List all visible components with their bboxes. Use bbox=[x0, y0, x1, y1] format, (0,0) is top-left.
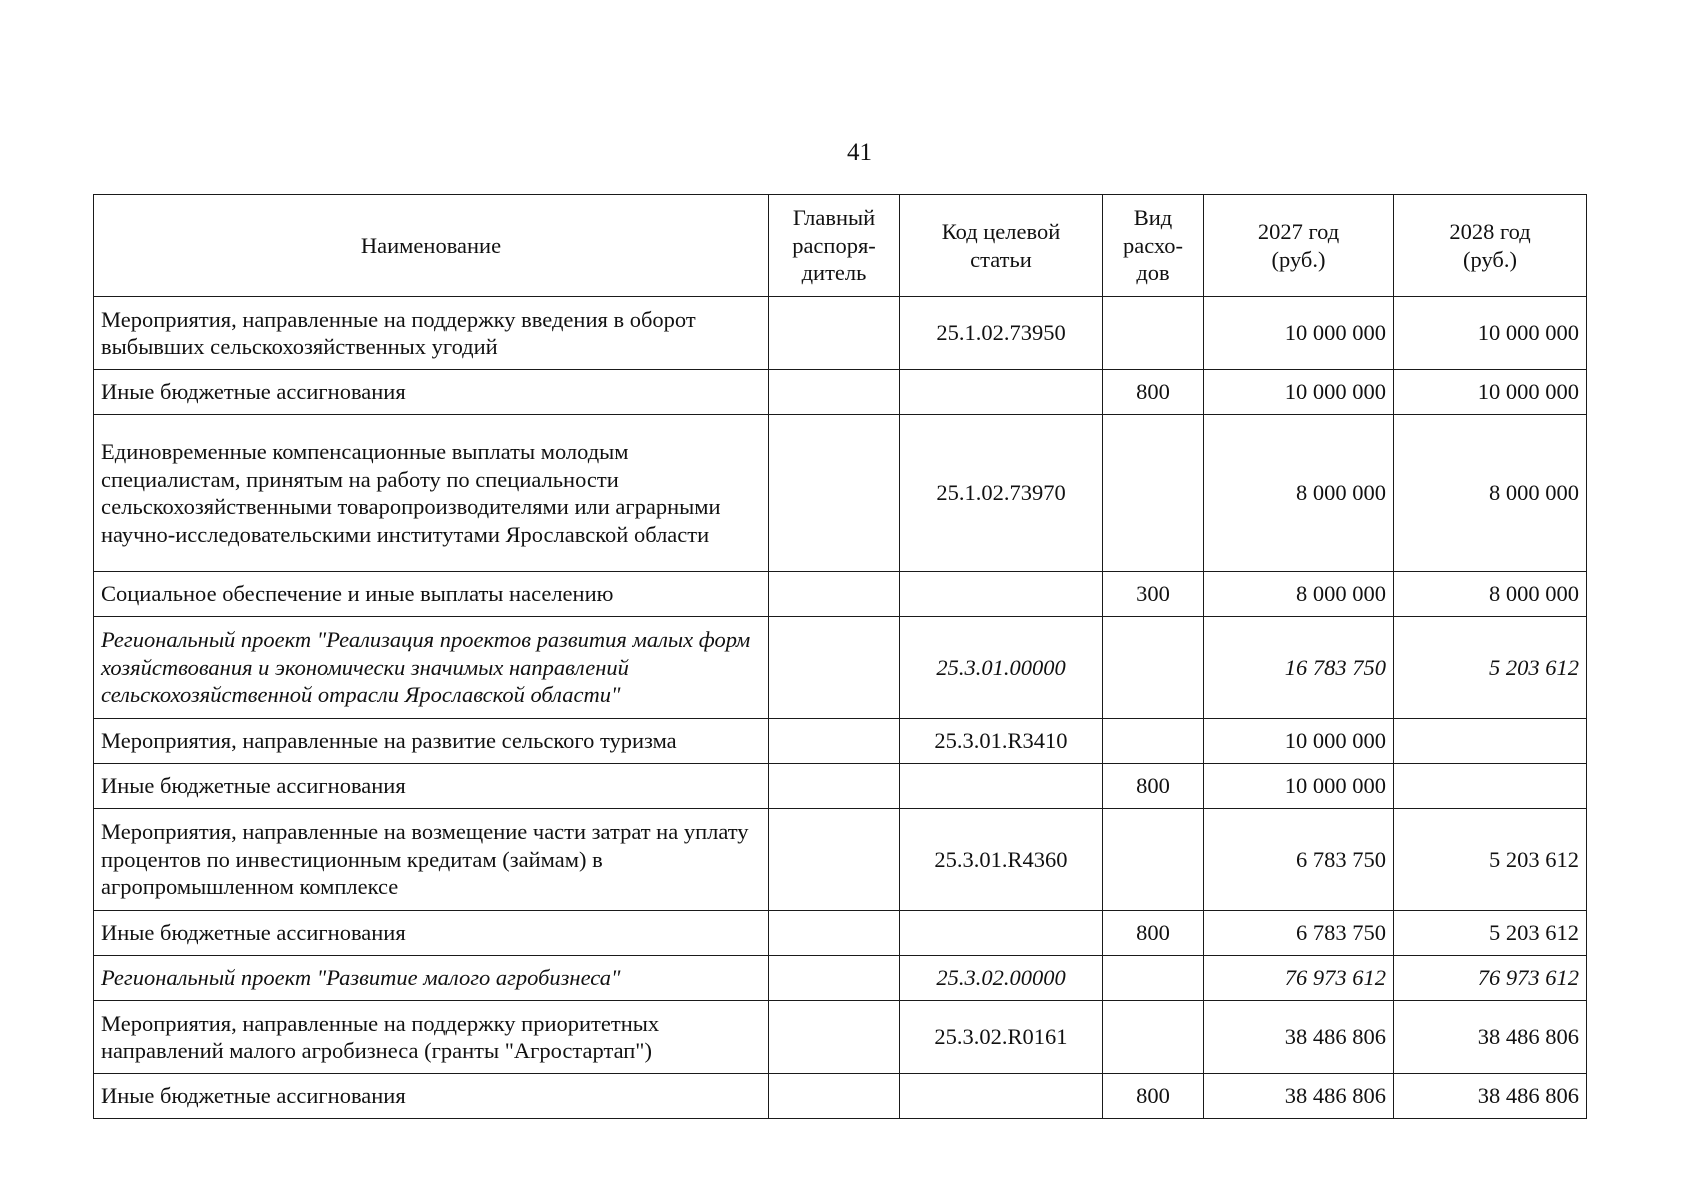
cell-code bbox=[900, 572, 1103, 617]
cell-type: 800 bbox=[1103, 370, 1204, 415]
cell-type bbox=[1103, 1001, 1204, 1074]
header-2028-line: (руб.) bbox=[1463, 246, 1517, 272]
cell-admin bbox=[769, 956, 900, 1001]
header-admin-line: Главный bbox=[792, 205, 876, 231]
cell-type bbox=[1103, 297, 1204, 370]
header-code bbox=[900, 195, 1103, 297]
cell-type: 300 bbox=[1103, 572, 1204, 617]
table-row bbox=[94, 764, 1587, 809]
table-row bbox=[94, 1074, 1587, 1119]
cell-2028: 38 486 806 bbox=[1394, 1001, 1587, 1074]
cell-name: Региональный проект "Реализация проектов развития малых форм хозяйствования и экономически значимых направлений сельскохозяйственной отрасли Ярославской области" bbox=[94, 617, 769, 719]
cell-2028 bbox=[1394, 764, 1587, 809]
cell-2028: 38 486 806 bbox=[1394, 1074, 1587, 1119]
header-type-line: расхо- bbox=[1122, 232, 1184, 258]
page-number: 41 bbox=[847, 139, 872, 166]
cell-name: Иные бюджетные ассигнования bbox=[94, 1074, 769, 1119]
cell-admin bbox=[769, 415, 900, 572]
cell-code: 25.3.02.00000 bbox=[900, 956, 1103, 1001]
header-2028 bbox=[1394, 195, 1587, 297]
cell-name: Мероприятия, направленные на поддержку приоритетных направлений малого агробизнеса (гранты "Агростартап") bbox=[94, 1001, 769, 1074]
header-row bbox=[94, 195, 1587, 297]
cell-type bbox=[1103, 956, 1204, 1001]
cell-admin bbox=[769, 370, 900, 415]
cell-code bbox=[900, 911, 1103, 956]
cell-2028: 5 203 612 bbox=[1394, 911, 1587, 956]
cell-2028: 10 000 000 bbox=[1394, 297, 1587, 370]
table-row bbox=[94, 415, 1587, 572]
table-row bbox=[94, 370, 1587, 415]
cell-code: 25.3.01.00000 bbox=[900, 617, 1103, 719]
cell-2027: 10 000 000 bbox=[1204, 719, 1394, 764]
cell-2027: 10 000 000 bbox=[1204, 370, 1394, 415]
header-code-line: Код целевой bbox=[941, 219, 1061, 244]
cell-type bbox=[1103, 809, 1204, 911]
cell-2027: 76 973 612 bbox=[1204, 956, 1394, 1001]
cell-2027: 16 783 750 bbox=[1204, 617, 1394, 719]
cell-name: Мероприятия, направленные на развитие сельского туризма bbox=[94, 719, 769, 764]
cell-type bbox=[1103, 617, 1204, 719]
cell-admin bbox=[769, 572, 900, 617]
table-header bbox=[94, 195, 1587, 297]
cell-name: Мероприятия, направленные на поддержку введения в оборот выбывших сельскохозяйственных угодий bbox=[94, 297, 769, 370]
cell-2028 bbox=[1394, 719, 1587, 764]
header-type-line: Вид bbox=[1133, 205, 1173, 231]
cell-admin bbox=[769, 1074, 900, 1119]
cell-admin bbox=[769, 617, 900, 719]
cell-name: Региональный проект "Развитие малого агробизнеса" bbox=[94, 956, 769, 1001]
cell-2027: 38 486 806 bbox=[1204, 1001, 1394, 1074]
cell-admin bbox=[769, 297, 900, 370]
table-row bbox=[94, 572, 1587, 617]
cell-2027: 6 783 750 bbox=[1204, 911, 1394, 956]
cell-2028: 5 203 612 bbox=[1394, 617, 1587, 719]
cell-2027: 6 783 750 bbox=[1204, 809, 1394, 911]
header-type bbox=[1103, 195, 1204, 297]
cell-code bbox=[900, 1074, 1103, 1119]
cell-2028: 8 000 000 bbox=[1394, 415, 1587, 572]
cell-2027: 10 000 000 bbox=[1204, 764, 1394, 809]
cell-code: 25.3.01.R4360 bbox=[900, 809, 1103, 911]
cell-2028: 5 203 612 bbox=[1394, 809, 1587, 911]
cell-type: 800 bbox=[1103, 1074, 1204, 1119]
cell-admin bbox=[769, 1001, 900, 1074]
header-admin-line: дитель bbox=[801, 260, 867, 286]
cell-2028: 76 973 612 bbox=[1394, 956, 1587, 1001]
header-2027-line: 2027 год bbox=[1257, 219, 1340, 244]
cell-code bbox=[900, 764, 1103, 809]
header-type-line: дов bbox=[1136, 260, 1170, 286]
cell-admin bbox=[769, 764, 900, 809]
cell-name: Иные бюджетные ассигнования bbox=[94, 764, 769, 809]
cell-2028: 10 000 000 bbox=[1394, 370, 1587, 415]
cell-2027: 8 000 000 bbox=[1204, 572, 1394, 617]
cell-code: 25.3.02.R0161 bbox=[900, 1001, 1103, 1074]
table-row bbox=[94, 297, 1587, 370]
cell-code: 25.1.02.73970 bbox=[900, 415, 1103, 572]
header-admin-line: распоря- bbox=[792, 232, 876, 258]
cell-code: 25.1.02.73950 bbox=[900, 297, 1103, 370]
cell-code bbox=[900, 370, 1103, 415]
cell-2027: 8 000 000 bbox=[1204, 415, 1394, 572]
cell-2028: 8 000 000 bbox=[1394, 572, 1587, 617]
cell-name: Социальное обеспечение и иные выплаты населению bbox=[94, 572, 769, 617]
cell-2027: 10 000 000 bbox=[1204, 297, 1394, 370]
budget-table bbox=[93, 194, 1587, 1119]
cell-admin bbox=[769, 911, 900, 956]
table-row bbox=[94, 911, 1587, 956]
header-2028-line: 2028 год bbox=[1449, 219, 1531, 244]
cell-admin bbox=[769, 719, 900, 764]
header-2027 bbox=[1204, 195, 1394, 297]
table-row bbox=[94, 809, 1587, 911]
cell-admin bbox=[769, 809, 900, 911]
cell-type: 800 bbox=[1103, 911, 1204, 956]
table-row bbox=[94, 1001, 1587, 1074]
cell-type bbox=[1103, 719, 1204, 764]
header-name: Наименование bbox=[94, 195, 769, 297]
header-2027-line: (руб.) bbox=[1271, 246, 1326, 272]
table-row bbox=[94, 719, 1587, 764]
header-admin bbox=[769, 195, 900, 297]
cell-2027: 38 486 806 bbox=[1204, 1074, 1394, 1119]
cell-name: Мероприятия, направленные на возмещение части затрат на уплату процентов по инвестиционным кредитам (займам) в агропромышленном комплексе bbox=[94, 809, 769, 911]
cell-type: 800 bbox=[1103, 764, 1204, 809]
cell-name: Иные бюджетные ассигнования bbox=[94, 911, 769, 956]
cell-name: Единовременные компенсационные выплаты молодым специалистам, принятым на работу по специальности сельскохозяйственными товаропроизводителями или аграрными научно-исследовательскими институтами Ярославской области bbox=[94, 415, 769, 572]
cell-type bbox=[1103, 415, 1204, 572]
table-body bbox=[94, 297, 1587, 1119]
cell-name: Иные бюджетные ассигнования bbox=[94, 370, 769, 415]
table-row bbox=[94, 617, 1587, 719]
cell-code: 25.3.01.R3410 bbox=[900, 719, 1103, 764]
table-row bbox=[94, 956, 1587, 1001]
header-code-line: статьи bbox=[970, 246, 1032, 272]
